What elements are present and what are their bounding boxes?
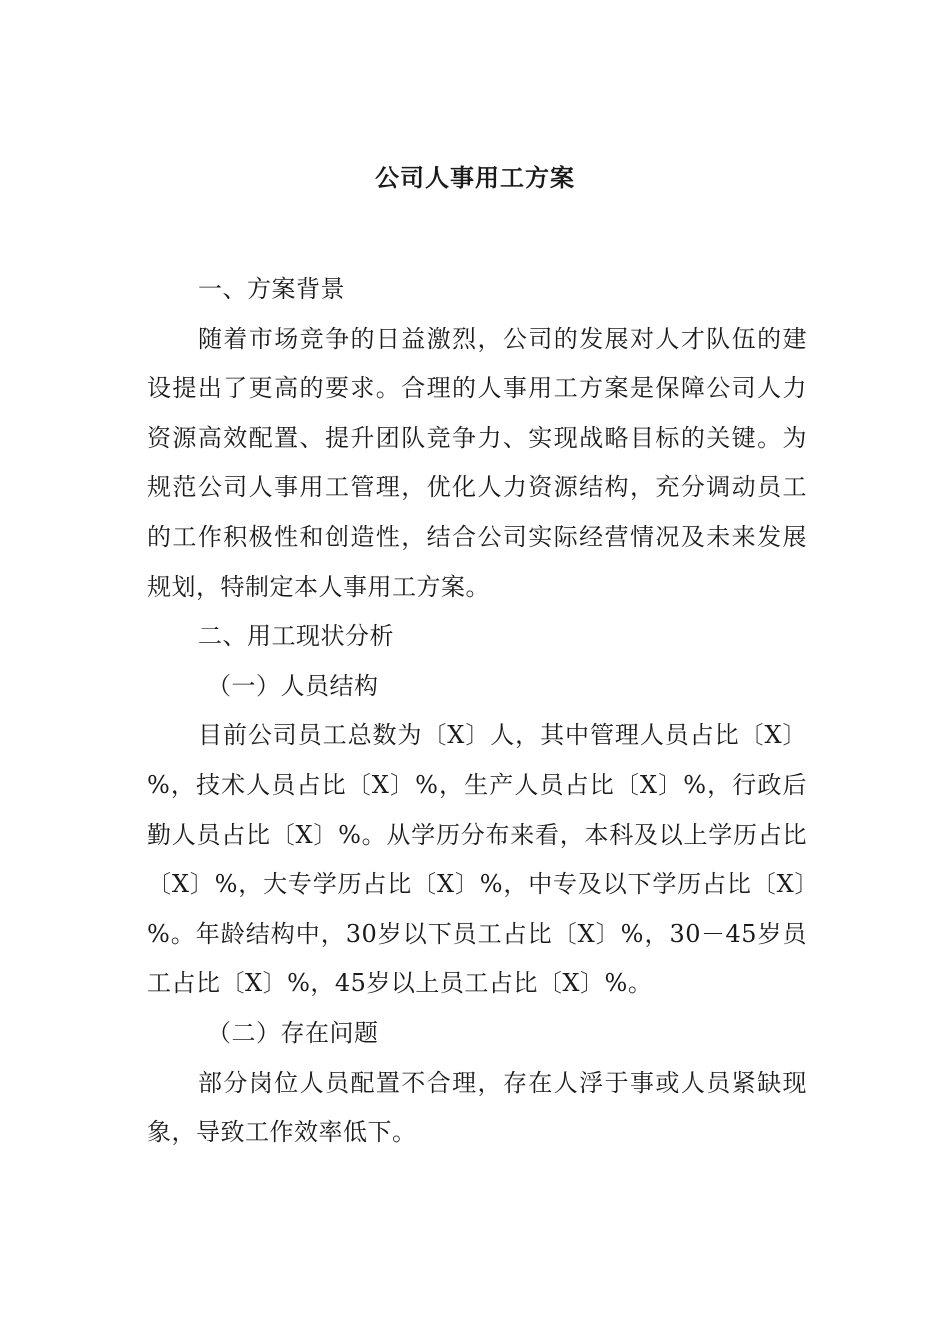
paragraph-structure: 目前公司员工总数为〔X〕人，其中管理人员占比〔X〕%，技术人员占比〔X〕%，生产人员占比〔X〕%，行政后勤人员占比〔X〕%。从学历分布来看，本科及以上学历占比〔X〕%，大专学历占比〔X〕%，中专及以下学历占比〔X〕%。年龄结构中，30岁以下员工占比〔X〕%，30－45岁员工占比〔X〕%，45岁以上员工占比〔X〕%。 <box>147 721 807 998</box>
paragraph-background: 随着市场竞争的日益激烈，公司的发展对人才队伍的建设提出了更高的要求。合理的人事用工方案是保障公司人力资源高效配置、提升团队竞争力、实现战略目标的关键。为规范公司人事用工管理，优化人力资源结构，充分调动员工的工作积极性和创造性，结合公司实际经营情况及未来发展规划，特制定本人事用工方案。 <box>147 324 807 601</box>
section-heading-status: 二、用工现状分析 <box>198 622 394 651</box>
subsection-heading-structure: （一）人员结构 <box>207 671 379 700</box>
section-heading-background: 一、方案背景 <box>198 275 345 303</box>
subsection-heading-problems: （二）存在问题 <box>207 1018 379 1047</box>
document-title: 公司人事用工方案 <box>375 164 575 192</box>
document-body <box>147 265 807 1158</box>
paragraph-problems: 部分岗位人员配置不合理，存在人浮于事或人员紧缺现象，导致工作效率低下。 <box>147 1068 807 1147</box>
